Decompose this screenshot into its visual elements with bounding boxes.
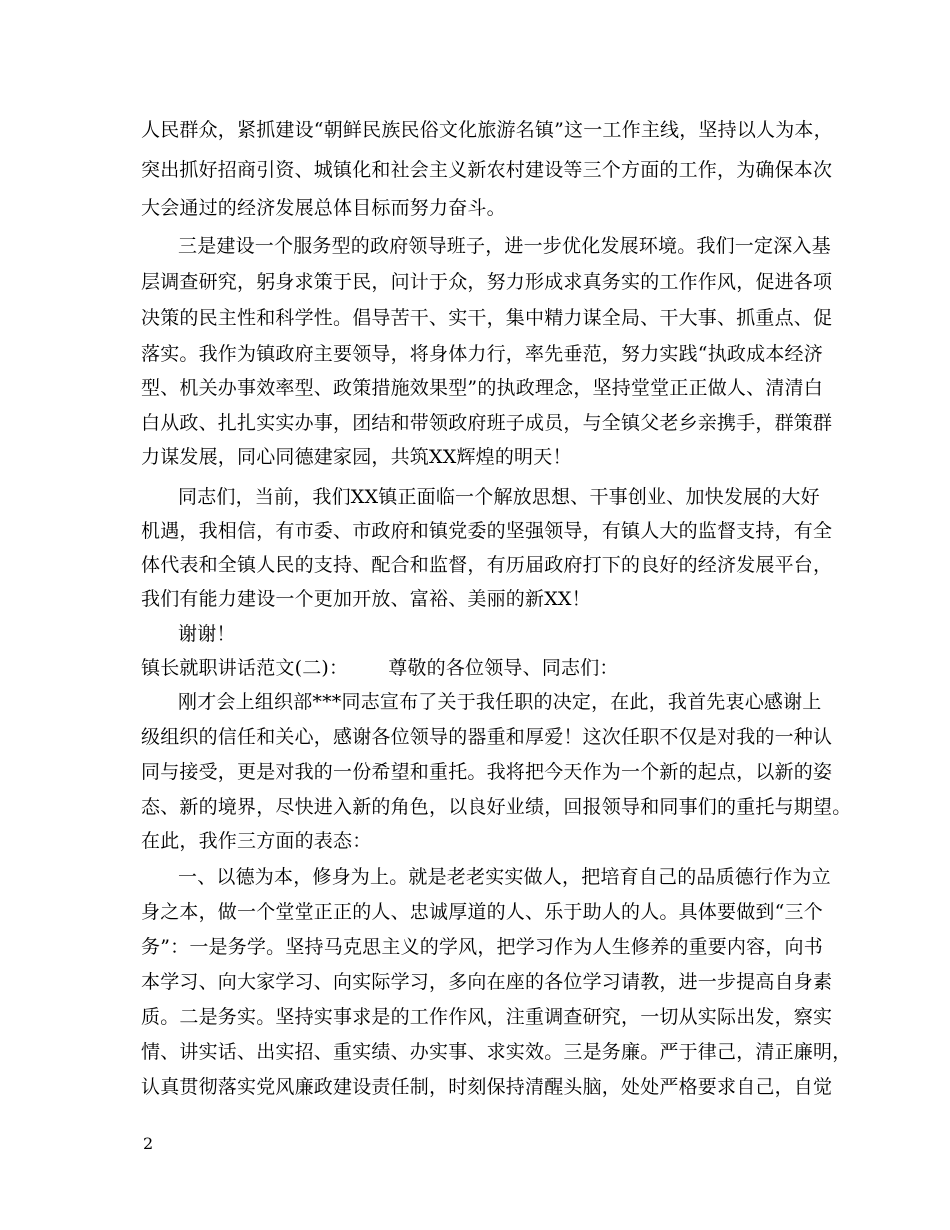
text-line: 力谋发展，同心同德建家园，共筑XX辉煌的明天！ [141,446,572,468]
page-number: 2 [143,1134,154,1153]
section-heading-line [141,656,619,680]
text-line: 身之本，做一个堂堂正正的人、忠诚厚道的人、乐于助人的人。具体要做到“三个 [141,901,823,923]
paragraph-start-line: 刚才会上组织部***同志宣布了关于我任职的决定，在此，我首先衷心感谢上 [178,691,822,713]
text-line: 大会通过的经济发展总体目标而努力奋斗。 [141,197,506,219]
text-line: 情、讲实话、出实招、重实绩、办实事、求实效。三是务廉。严于律己，清正廉明， [141,1041,852,1063]
text-line: 人民群众，紧抓建设“朝鲜民族民俗文化旅游名镇”这一工作主线，坚持以人为本， [141,119,833,141]
salutation: 尊敬的各位领导、同志们： [388,657,619,679]
text-line: 务”：一是务学。坚持马克思主义的学风，把学习作为人生修养的重要内容，向书 [141,936,823,958]
text-line: 落实。我作为镇政府主要领导，将身体力行，率先垂范，努力实践“执政成本经济 [141,343,823,365]
closing-thanks: 谢谢！ [178,623,236,645]
text-line: 突出抓好招商引资、城镇化和社会主义新农村建设等三个方面的工作，为确保本次 [141,159,833,181]
text-line: 型、机关办事效率型、政策措施效果型”的执政理念，坚持堂堂正正做人、清清白 [141,377,823,399]
text-line: 质。二是务实。坚持实事求是的工作作风，注重调查研究，一切从实际出发，察实 [141,1006,833,1028]
text-line: 级组织的信任和关心，感谢各位领导的器重和厚爱！这次任职不仅是对我的一种认 [141,726,833,748]
text-line: 在此，我作三方面的表态： [141,830,372,852]
paragraph-start-line: 一、以德为本，修身为上。就是老老实实做人，把培育自己的品质德行作为立 [178,866,831,888]
text-line: 体代表和全镇人民的支持、配合和监督，有历届政府打下的良好的经济发展平台， [141,554,833,576]
text-line: 本学习、向大家学习、向实际学习，多向在座的各位学习请教，进一步提高自身素 [141,971,833,993]
paragraph-start-line: 三是建设一个服务型的政府领导班子，进一步优化发展环境。我们一定深入基 [178,235,831,257]
text-line: 认真贯彻落实党风廉政建设责任制，时刻保持清醒头脑，处处严格要求自己，自觉 [141,1076,833,1098]
text-line: 层调查研究，躬身求策于民，问计于众，努力形成求真务实的工作作风，促进各项 [141,271,833,293]
text-line: 同与接受，更是对我的一份希望和重托。我将把今天作为一个新的起点，以新的姿 [141,761,833,783]
paragraph-start-line: 同志们，当前，我们XX镇正面临一个解放思想、干事创业、加快发展的大好 [178,486,820,508]
section-heading: 镇长就职讲话范文(二)： [141,657,349,679]
text-line: 机遇，我相信，有市委、市政府和镇党委的坚强领导，有镇人大的监督支持，有全 [141,520,833,542]
text-line: 白从政、扎扎实实办事，团结和带领政府班子成员，与全镇父老乡亲携手，群策群 [141,412,833,434]
text-line: 态、新的境界，尽快进入新的角色，以良好业绩，回报领导和同事们的重托与期望。 [141,796,852,818]
text-line: 决策的民主性和科学性。倡导苦干、实干，集中精力谋全局、干大事、抓重点、促 [141,307,833,329]
text-line: 我们有能力建设一个更加开放、富裕、美丽的新XX！ [141,588,591,610]
